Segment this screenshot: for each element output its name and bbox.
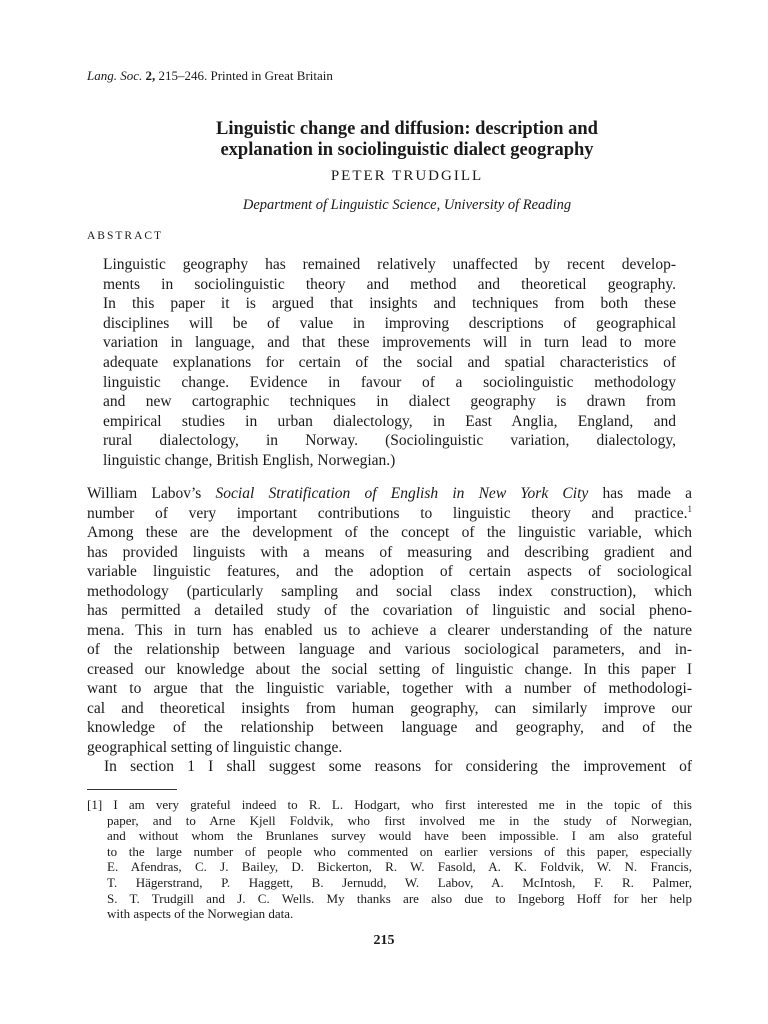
- abstract-line: linguistic change, British English, Norwegian.): [103, 451, 396, 469]
- author-name: PETER TRUDGILL: [330, 168, 484, 184]
- body-line: has permitted a detailed study of the covariation of linguistic and social pheno-: [87, 602, 692, 619]
- body-line: want to argue that the linguistic variable, together with a number of methodologi-: [87, 680, 692, 697]
- body-line: of the relationship between language and various sociological parameters, and in-: [87, 641, 692, 658]
- author-affiliation: Department of Linguistic Science, University of Reading: [242, 197, 572, 213]
- abstract-line: adequate explanations for certain of the social and spatial characteristics of: [103, 353, 676, 371]
- footnote-marker: 1: [687, 503, 692, 514]
- body-line: mena. This in turn has enabled us to achieve a clearer understanding of the nature: [87, 621, 692, 639]
- journal-volume: 2,: [145, 68, 156, 83]
- book-title: Social Stratification of English in New York City: [215, 485, 589, 502]
- footnote-line: paper, and to Arne Kjell Foldvik, who first involved me in the study of Norwegian,: [107, 812, 692, 828]
- abstract-heading: ABSTRACT: [87, 230, 164, 242]
- footnote: [87, 797, 692, 922]
- body-line: In section 1 I shall suggest some reasons for considering the improvement of: [104, 758, 692, 775]
- running-header: [87, 68, 333, 84]
- abstract-line: ments in sociolinguistic theory and method and theoretical geography.: [103, 275, 676, 293]
- body-line: creased our knowledge about the social setting of linguistic change. In this paper I: [87, 660, 692, 678]
- abstract-text: [103, 255, 676, 471]
- abstract-line: rural dialectology, in Norway. (Sociolinguistic variation, dialectology,: [103, 432, 676, 450]
- journal-abbrev: Lang. Soc.: [87, 68, 143, 83]
- body-line: geographical setting of linguistic change.: [87, 738, 343, 756]
- title-line-1: Linguistic change and diffusion: description and: [216, 119, 598, 139]
- abstract-line: and new cartographic techniques in dialect geography is drawn from: [103, 393, 676, 411]
- title-line-2: explanation in sociolinguistic dialect geography: [220, 140, 594, 160]
- footnote-divider: [87, 789, 177, 790]
- abstract-line: linguistic change. Evidence in favour of a sociolinguistic methodology: [103, 373, 676, 391]
- body-line: methodology (particularly sampling and social class index construction), which: [87, 582, 692, 600]
- body-text-run: William Labov’s: [87, 485, 216, 502]
- footnote-line: S. T. Trudgill and J. C. Wells. My thanks are also due to Ingeborg Hoff for her help: [107, 890, 692, 906]
- footnote-line: E. Afendras, C. J. Bailey, D. Bickerton, R. W. Fasold, A. K. Foldvik, W. N. Francis,: [107, 859, 692, 875]
- article-title: [87, 119, 727, 161]
- body-line: Among these are the development of the concept of the linguistic variable, which: [87, 524, 692, 541]
- page-number: 215: [373, 933, 395, 948]
- body-line: [87, 484, 692, 504]
- abstract-line: In this paper it is argued that insights and techniques from both these: [103, 295, 676, 313]
- body-line: [87, 504, 692, 524]
- body-line: knowledge of the relationship between language and geography, and of the: [87, 719, 692, 736]
- footnote-line: [1] I am very grateful indeed to R. L. Hodgart, who first interested me in the topic of this: [87, 797, 692, 812]
- body-line: cal and theoretical insights from human geography, can similarly improve our: [87, 699, 692, 717]
- body-line: variable linguistic features, and the adoption of certain aspects of sociological: [87, 563, 692, 580]
- body-line: has provided linguists with a means of measuring and describing gradient and: [87, 543, 692, 561]
- journal-pages: 215–246. Printed in Great Britain: [155, 68, 333, 83]
- footnote-line: to the large number of people who commented on earlier versions of this paper, especially: [107, 843, 692, 859]
- abstract-line: empirical studies in urban dialectology, in East Anglia, England, and: [103, 412, 676, 430]
- footnote-line: T. Hägerstrand, P. Haggett, B. Jernudd, W. Labov, A. McIntosh, F. R. Palmer,: [107, 874, 692, 890]
- abstract-line: disciplines will be of value in improving descriptions of geographical: [103, 314, 676, 332]
- footnote-line: with aspects of the Norwegian data.: [107, 906, 294, 922]
- body-text: [87, 484, 692, 777]
- abstract-line: variation in language, and that these improvements will in turn lead to more: [103, 334, 676, 352]
- footnote-line: and without whom the Brunlanes survey would have been impossible. I am also grateful: [107, 828, 692, 844]
- abstract-line: Linguistic geography has remained relatively unaffected by recent develop-: [103, 256, 676, 273]
- body-text-run: has made a: [588, 485, 692, 502]
- body-text-run: number of very important contributions to linguistic theory and practice.: [87, 504, 688, 522]
